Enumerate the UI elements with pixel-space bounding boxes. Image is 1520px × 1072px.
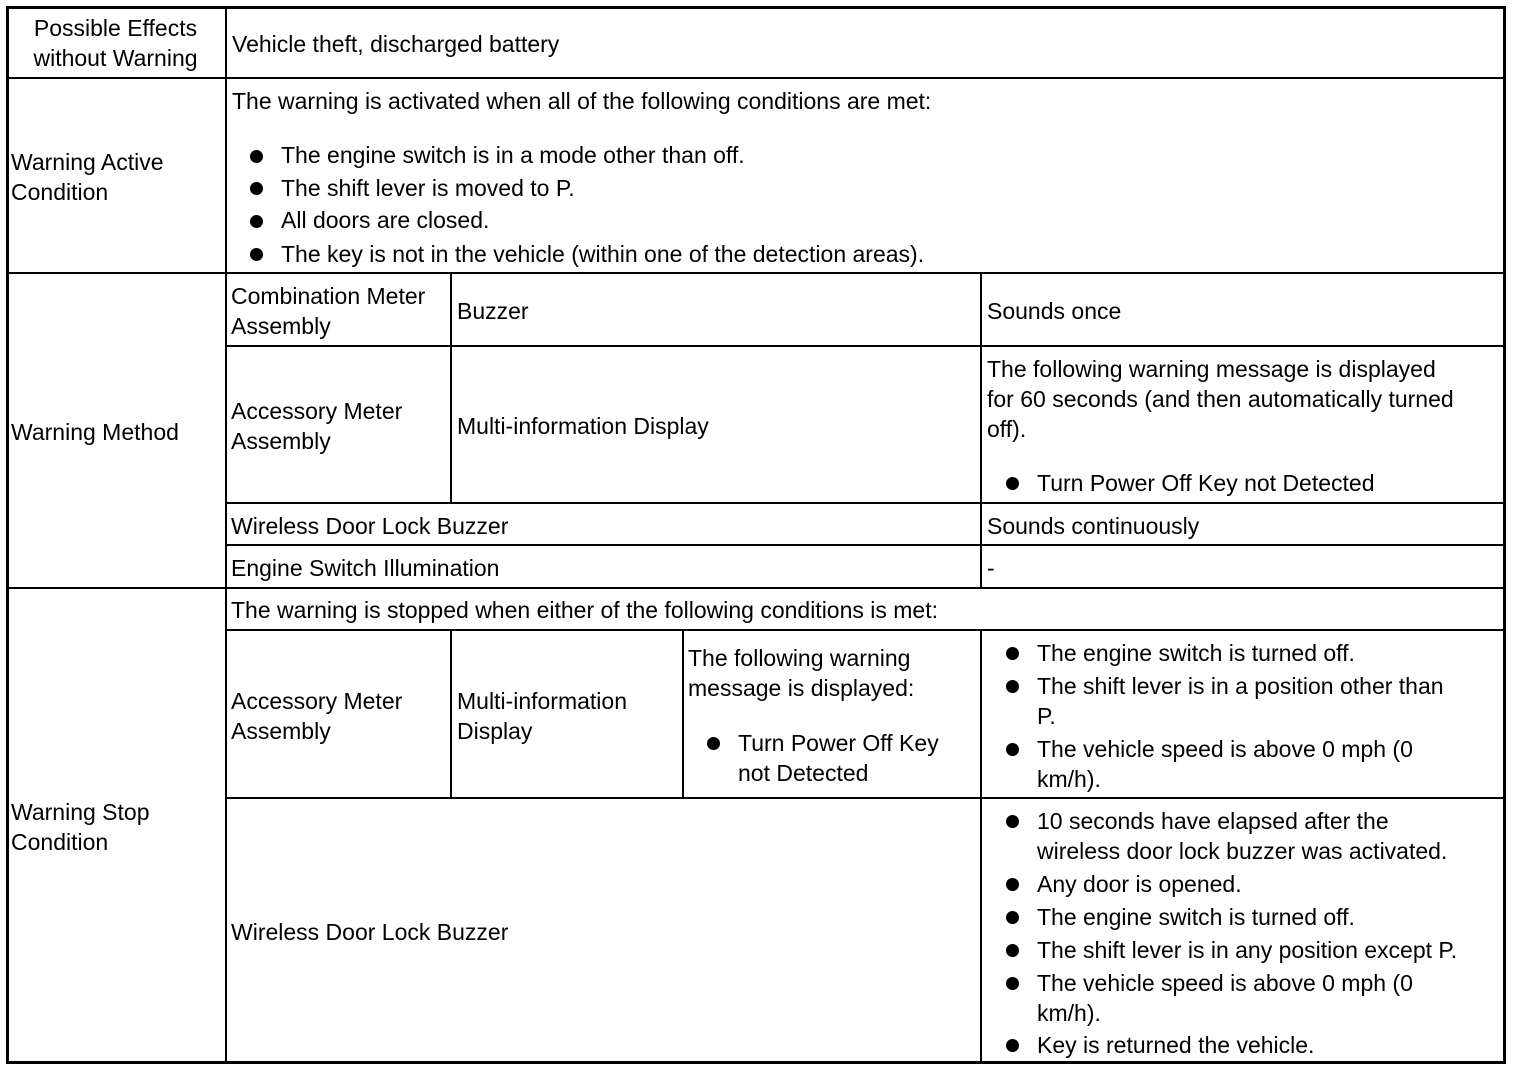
active-bullet: All doors are closed.	[281, 207, 490, 233]
stop-msg-bullet-line1: Turn Power Off Key	[738, 730, 939, 756]
row-divider	[226, 345, 1506, 347]
bullet-dot	[1006, 680, 1019, 693]
stop-acc-meter-line2: Assembly	[231, 718, 331, 744]
bullet-dot	[250, 248, 263, 261]
active-intro: The warning is activated when all of the following conditions are met:	[232, 88, 932, 114]
wdl-condition: Key is returned the vehicle.	[1037, 1032, 1315, 1058]
wdl-buzzer-label: Wireless Door Lock Buzzer	[231, 513, 509, 539]
bullet-dot	[250, 215, 263, 228]
stop-label-line2: Condition	[11, 829, 109, 855]
effects-label-line1: Possible Effects	[33, 15, 198, 41]
wdl-condition: The vehicle speed is above 0 mph (0	[1037, 970, 1413, 996]
acc-condition: The shift lever is in a position other than	[1037, 673, 1444, 699]
active-label-line2: Condition	[11, 179, 109, 205]
wdl-condition: The engine switch is turned off.	[1037, 904, 1355, 930]
effects-value: Vehicle theft, discharged battery	[232, 31, 560, 57]
row-divider	[226, 797, 1506, 799]
stop-mid-line1: Multi-information	[457, 688, 627, 714]
bullet-dot	[1006, 647, 1019, 660]
acc-condition: The vehicle speed is above 0 mph (0	[1037, 736, 1413, 762]
engine-illumination-value: -	[987, 555, 995, 581]
combo-meter-line2: Assembly	[231, 313, 331, 339]
sounds-once: Sounds once	[987, 298, 1122, 324]
wdl-condition-cont: wireless door lock buzzer was activated.	[1037, 838, 1448, 864]
stop-acc-meter-line1: Accessory Meter	[231, 688, 403, 714]
active-bullet: The key is not in the vehicle (within one of the detection areas).	[281, 241, 925, 267]
wdl-condition-cont: km/h).	[1037, 1000, 1101, 1026]
acc-condition: The engine switch is turned off.	[1037, 640, 1355, 666]
wdl-condition: 10 seconds have elapsed after the	[1037, 808, 1389, 834]
bullet-dot	[1006, 743, 1019, 756]
bullet-dot	[1006, 878, 1019, 891]
method-label: Warning Method	[11, 419, 179, 445]
mid-bullet: Turn Power Off Key not Detected	[1037, 470, 1375, 496]
bullet-dot	[1006, 911, 1019, 924]
bullet-dot	[250, 182, 263, 195]
active-label-line1: Warning Active	[11, 149, 164, 175]
bullet-dot	[1006, 1039, 1019, 1052]
row-divider	[226, 502, 1506, 504]
buzzer-label: Buzzer	[457, 298, 529, 324]
row-divider	[6, 587, 1506, 589]
stop-msg-line2: message is displayed:	[688, 675, 915, 701]
acc-meter-line2: Assembly	[231, 428, 331, 454]
stop-intro: The warning is stopped when either of the following conditions is met:	[231, 597, 939, 623]
active-bullet: The shift lever is moved to P.	[281, 175, 575, 201]
acc-condition-cont: km/h).	[1037, 766, 1101, 792]
mid-label: Multi-information Display	[457, 413, 709, 439]
engine-illumination-label: Engine Switch Illumination	[231, 555, 500, 581]
bullet-dot	[1006, 944, 1019, 957]
acc-meter-line1: Accessory Meter	[231, 398, 403, 424]
stop-msg-line1: The following warning	[688, 645, 911, 671]
column-divider	[980, 629, 982, 1064]
wdl-condition: The shift lever is in any position except P.	[1037, 937, 1458, 963]
acc-condition-cont: P.	[1037, 703, 1056, 729]
column-divider	[682, 629, 684, 799]
row-divider	[6, 77, 1506, 79]
stop-wdl-buzzer-label: Wireless Door Lock Buzzer	[231, 919, 509, 945]
column-divider	[450, 629, 452, 799]
stop-msg-bullet-line2: not Detected	[738, 760, 869, 786]
mid-desc-line3: off).	[987, 416, 1027, 442]
bullet-dot	[1006, 815, 1019, 828]
row-divider	[6, 272, 1506, 274]
bullet-dot	[1006, 977, 1019, 990]
wdl-condition: Any door is opened.	[1037, 871, 1242, 897]
effects-label-line2: without Warning	[33, 45, 198, 71]
sounds-continuously: Sounds continuously	[987, 513, 1200, 539]
mid-desc-line2: for 60 seconds (and then automatically turned	[987, 386, 1454, 412]
bullet-dot	[1006, 477, 1019, 490]
row-divider	[226, 544, 1506, 546]
column-divider	[450, 272, 452, 504]
mid-desc-line1: The following warning message is displayed	[987, 356, 1436, 382]
stop-label-line1: Warning Stop	[11, 799, 150, 825]
bullet-dot	[250, 150, 263, 163]
column-divider	[225, 6, 227, 1064]
combo-meter-line1: Combination Meter	[231, 283, 426, 309]
active-bullet: The engine switch is in a mode other than off.	[281, 142, 745, 168]
column-divider	[980, 272, 982, 588]
bullet-dot	[707, 737, 720, 750]
row-divider	[226, 629, 1506, 631]
stop-mid-line2: Display	[457, 718, 533, 744]
